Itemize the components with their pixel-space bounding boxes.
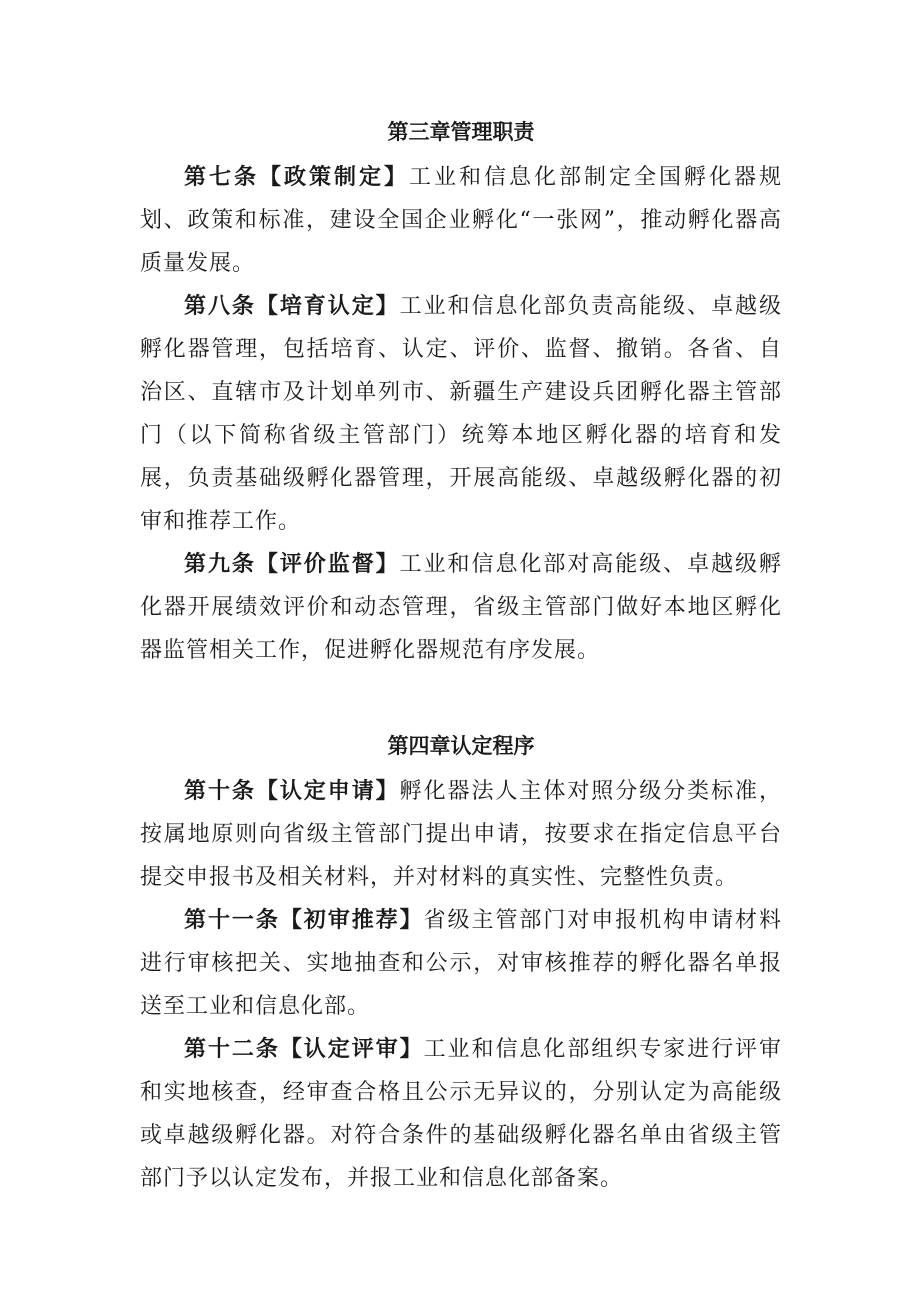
article-12-heading: 第十二条【认定评审】: [184, 1037, 424, 1062]
article-8: [140, 285, 782, 543]
article-7-heading: 第七条【政策制定】: [184, 165, 409, 190]
article-7: [140, 156, 782, 285]
article-8-heading: 第八条【培育认定】: [184, 294, 400, 319]
article-11-heading: 第十一条【初审推荐】: [184, 908, 424, 933]
article-9-heading: 第九条【评价监督】: [184, 552, 400, 577]
article-10-heading: 第十条【认定申请】: [184, 779, 400, 804]
article-9: [140, 543, 782, 672]
article-10: [140, 770, 782, 899]
article-10-body: 孵化器法人主体对照分级分类标准，按属地原则向省级主管部门提出申请，按要求在指定信息平台提交申报书及相关材料，并对材料的真实性、完整性负责。: [140, 779, 782, 890]
article-12-body: 工业和信息化部组织专家进行评审和实地核查，经审查合格且公示无异议的，分别认定为高能级或卓越级孵化器。对符合条件的基础级孵化器名单由省级主管部门予以认定发布，并报工业和信息化部备案。: [140, 1037, 782, 1191]
chapter-3-title: 第三章管理职责: [387, 120, 535, 144]
chapter-4-title: 第四章认定程序: [387, 734, 535, 758]
document-page: [140, 112, 782, 1200]
article-7-body: 工业和信息化部制定全国孵化器规划、政策和标准，建设全国企业孵化“一张网”，推动孵化器高质量发展。: [140, 165, 782, 276]
chapter-spacer: [140, 672, 782, 726]
article-9-body: 工业和信息化部对高能级、卓越级孵化器开展绩效评价和动态管理，省级主管部门做好本地区孵化器监管相关工作，促进孵化器规范有序发展。: [140, 552, 782, 663]
article-11: [140, 899, 782, 1028]
article-11-body: 省级主管部门对申报机构申请材料进行审核把关、实地抽查和公示，对审核推荐的孵化器名单报送至工业和信息化部。: [140, 908, 782, 1019]
article-8-body: 工业和信息化部负责高能级、卓越级孵化器管理，包括培育、认定、评价、监督、撤销。各省、自治区、直辖市及计划单列市、新疆生产建设兵团孵化器主管部门（以下简称省级主管部门）统筹本地区孵化器的培育和发展，负责基础级孵化器管理，开展高能级、卓越级孵化器的初审和推荐工作。: [140, 294, 782, 534]
article-12: [140, 1028, 782, 1200]
